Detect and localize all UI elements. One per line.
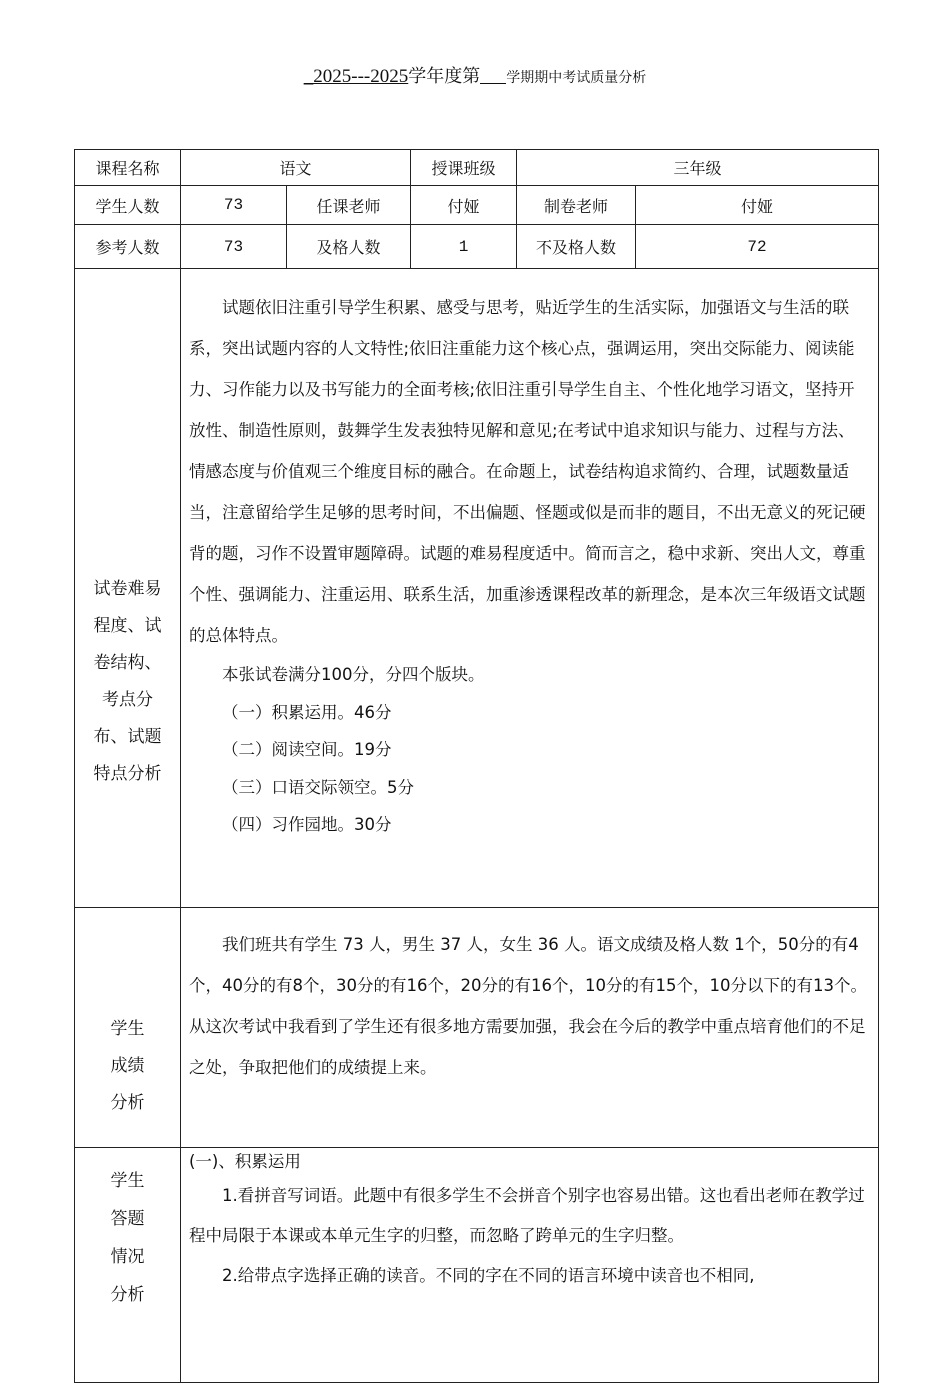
answer-heading: (一)、积累运用 [189, 1152, 301, 1171]
students-label: 学生人数 [75, 186, 181, 225]
setter-label: 制卷老师 [517, 186, 636, 225]
students-value: 73 [181, 186, 287, 225]
pass-label: 及格人数 [287, 225, 411, 269]
answer-paragraph-2: 2.给带点字选择正确的读音。不同的字在不同的语言环境中读音也不相同, [222, 1266, 755, 1285]
score-analysis-label: 学生 成绩 分析 [75, 908, 181, 1148]
class-value: 三年级 [517, 150, 879, 186]
row-score-analysis [75, 908, 879, 1148]
fail-value: 72 [636, 225, 879, 269]
teacher-value: 付娅 [411, 186, 517, 225]
pass-value: 1 [411, 225, 517, 269]
section-item: （二）阅读空间。19分 [222, 740, 392, 759]
answer-analysis-label: 学生 答题 情况 分析 [75, 1148, 181, 1383]
row-course [75, 150, 879, 186]
course-label: 课程名称 [75, 150, 181, 186]
takers-value: 73 [181, 225, 287, 269]
answer-analysis-content [181, 1148, 879, 1383]
title-mid: 学年度第 [408, 66, 481, 87]
row-answer-analysis [75, 1148, 879, 1383]
setter-value: 付娅 [636, 186, 879, 225]
row-students [75, 186, 879, 225]
fail-label: 不及格人数 [517, 225, 636, 269]
class-label: 授课班级 [411, 150, 517, 186]
title-term-blank [480, 67, 506, 84]
score-intro: 本张试卷满分100分，分四个版块。 [222, 665, 485, 684]
teacher-label: 任课老师 [287, 186, 411, 225]
section-item: （四）习作园地。30分 [222, 815, 392, 834]
answer-paragraph-1: 1.看拼音写词语。此题中有很多学生不会拼音个别字也容易出错。这也看出老师在教学过程中局限于本课或本单元生字的归整，而忽略了跨单元的生字归整。 [189, 1186, 865, 1245]
exam-analysis-paragraph: 试题依旧注重引导学生积累、感受与思考，贴近学生的生活实际，加强语文与生活的联系，突出试题内容的人文特性;依旧注重能力这个核心点，强调运用，突出交际能力、阅读能力、习作能力以及书写能力的全面考核;依旧注重引导学生自主、个性化地学习语文，坚持开放性、制造性原则，鼓舞学生发表独特见解和意见;在考试中追求知识与能力、过程与方法、情感态度与价值观三个维度目标的融合。在命题上，试卷结构追求简约、合理，试题数量适当，注意留给学生足够的思考时间，不出偏题、怪题或似是而非的题目，不出无意义的死记硬背的题，习作不设置审题障碍。试题的难易程度适中。简而言之，稳中求新、突出人文，尊重个性、强调能力、注重运用、联系生活，加重渗透课程改革的新理念，是本次三年级语文试题的总体特点。 [189, 298, 866, 645]
section-item: （三）口语交际领空。5分 [222, 777, 414, 797]
row-exam-analysis [75, 269, 879, 908]
analysis-table [74, 149, 879, 1383]
title-year: _2025---2025 [303, 66, 409, 87]
course-value: 语文 [181, 150, 411, 186]
title-suffix: 学期期中考试质量分析 [506, 70, 647, 86]
exam-analysis-content [181, 269, 879, 908]
section-item: （一）积累运用。46分 [222, 702, 392, 722]
row-takers [75, 225, 879, 269]
exam-analysis-label: 试卷难易 程度、试 卷结构、 考点分 布、试题 特点分析 [75, 269, 181, 908]
takers-label: 参考人数 [75, 225, 181, 269]
score-analysis-paragraph: 我们班共有学生 73 人，男生 37 人，女生 36 人。语文成绩及格人数 1个，50分的有4个，40分的有8个，30分的有16个，20分的有16个，10分的有15个，10分以下的有13个。从这次考试中我看到了学生还有很多地方需要加强，我会在今后的教学中重点培育他们的不足之处，争取把他们的成绩提上来。 [189, 935, 867, 1077]
page-title [0, 62, 950, 88]
score-analysis-content [181, 908, 879, 1148]
